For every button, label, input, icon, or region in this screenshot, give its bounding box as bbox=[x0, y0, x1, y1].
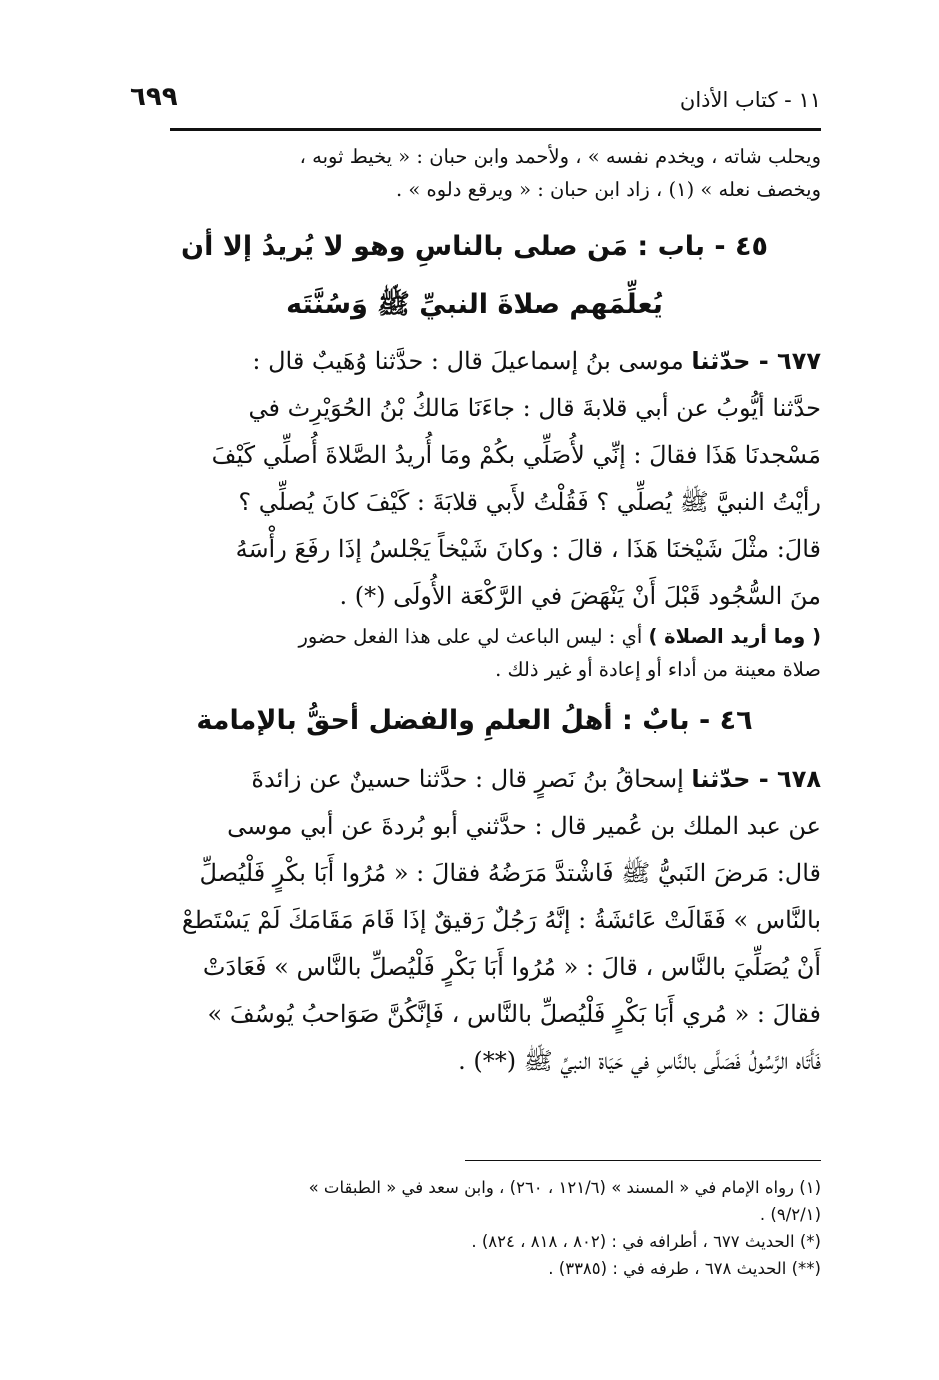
hadith-678-line: قال: مَرضَ النَبيُّ ﷺ فَاشْتدَّ مَرَضُهُ فقالَ : « مُرُوا أَبَا بكْرٍ فَلْيُصلِّ bbox=[199, 859, 821, 887]
section-45-title-cont: يُعلِّمَهم صلاةَ النبيِّ ﷺ وَسُنَّتَه bbox=[286, 289, 663, 320]
commentary-text: أي : ليس الباعث لي على هذا الفعل حضور bbox=[298, 625, 643, 648]
commentary-label: ( وما أريد الصلاة ) bbox=[648, 625, 821, 648]
hadith-677-line bbox=[128, 338, 821, 385]
chapter-title: ١١ - كتاب الأذان bbox=[679, 88, 821, 112]
header-rule bbox=[170, 128, 821, 131]
hadith-677-line: قالَ: مثْلَ شَيْخنَا هَذَا ، قالَ : وكانَ شَيْخاً يَجْلسُ إذَا رفَعَ رأْسَهُ bbox=[235, 535, 821, 563]
commentary-677-cont: صلاة معينة من أداء أو إعادة أو غير ذلك . bbox=[495, 658, 821, 681]
hadith-678-line bbox=[128, 756, 821, 803]
hadith-677-number: ٦٧٧ - حدّثنا bbox=[691, 347, 821, 375]
main-text bbox=[128, 140, 821, 1085]
footnote-1: (١) رواه الإمام في « المسند » (١٢١/٦ ، ٢٦٠) ، وابن سعد في « الطبقات » bbox=[308, 1178, 821, 1197]
hadith-678-text: إسحاقُ بنُ نَصرٍ قال : حدَّثنا حسينٌ عن زائدةَ bbox=[251, 765, 684, 793]
hadith-678-line: فقالَ : « مُري أَبَا بَكْرٍ فَلْيُصلِّ بالنَّاس ، فَإنَّكُنَّ صَوَاحبُ يُوسُفَ » bbox=[207, 1000, 821, 1028]
footnote-rule bbox=[465, 1160, 821, 1161]
section-46-title: ٤٦ - بابٌ : أهلُ العلمِ والفضل أحقُّ بالإمامة bbox=[196, 705, 753, 736]
running-header bbox=[118, 82, 821, 118]
page-number: ٦٩٩ bbox=[130, 82, 178, 112]
hadith-678-line: بالنَّاس » فَقَالَتْ عَائشَةُ : إنَّهُ رَجُلٌ رَقيقٌ إذَا قَامَ مَقَامَكَ لَمْ يَسْتَطعْ bbox=[181, 906, 821, 934]
hadith-678-line: فَأَتَاه الرَّسُولُ فَصَلَّى بالنَّاسِ في حَيَاة النبيِّ ﷺ (**) . bbox=[458, 1047, 821, 1075]
hadith-678-line: عن عبد الملك بن عُمير قال : حدَّثني أبو بُردةَ عن أبي موسى bbox=[227, 812, 821, 840]
section-45-title: ٤٥ - باب : مَن صلى بالناسِ وهو لا يُريدُ إلا أن bbox=[181, 231, 768, 262]
hadith-677-text: موسى بنُ إسماعيلَ قال : حدَّثنا وُهَيبٌ قال : bbox=[252, 347, 684, 375]
intro-line: ويخصف نعله » (١) ، زاد ابن حبان : « ويرقع دلوه » . bbox=[395, 178, 821, 201]
hadith-678-number: ٦٧٨ - حدّثنا bbox=[691, 765, 821, 793]
hadith-678-line: أَنْ يُصَلِّيَ بالنَّاس ، قالَ : « مُرُوا أَبَا بَكْرٍ فَلْيُصلِّ بالنَّاس » فَعَادَتْ bbox=[202, 953, 821, 981]
footnote-3: (**) الحديث ٦٧٨ ، طرفه في : (٣٣٨٥) . bbox=[548, 1259, 821, 1278]
commentary-677 bbox=[128, 620, 821, 653]
hadith-677-line: حدَّثنا أيُّوبُ عن أبي قلابةَ قال : جاءَنَا مَالكُ بْنُ الحُوَيْرِث في bbox=[248, 394, 821, 422]
footnote-1-cont: (٩/٢/١) . bbox=[759, 1205, 821, 1224]
hadith-677-line: منَ السُّجُود قَبْلَ أَنْ يَنْهَضَ في الرَّكْعَة الأُولَى (*) . bbox=[339, 582, 821, 610]
footnote-2: (*) الحديث ٦٧٧ ، أطرافه في : (٨٠٢ ، ٨١٨ ، ٨٢٤) . bbox=[471, 1232, 821, 1251]
hadith-677-line: رأيْتُ النبيَّ ﷺ يُصلِّي ؟ فَقُلْتُ لأَبي قلابَةَ : كَيْفَ كانَ يُصلِّي ؟ bbox=[238, 488, 821, 516]
hadith-677-line: مَسْجدنَا هَذَا فقالَ : إنِّي لأُصَلِّي بكُمْ ومَا أُريدُ الصَّلاةَ أُصلِّي كَيْفَ bbox=[211, 441, 821, 469]
intro-line: ويحلب شاته ، ويخدم نفسه » ، ولأحمد وابن حبان : « يخيط ثوبه ، bbox=[299, 145, 821, 168]
